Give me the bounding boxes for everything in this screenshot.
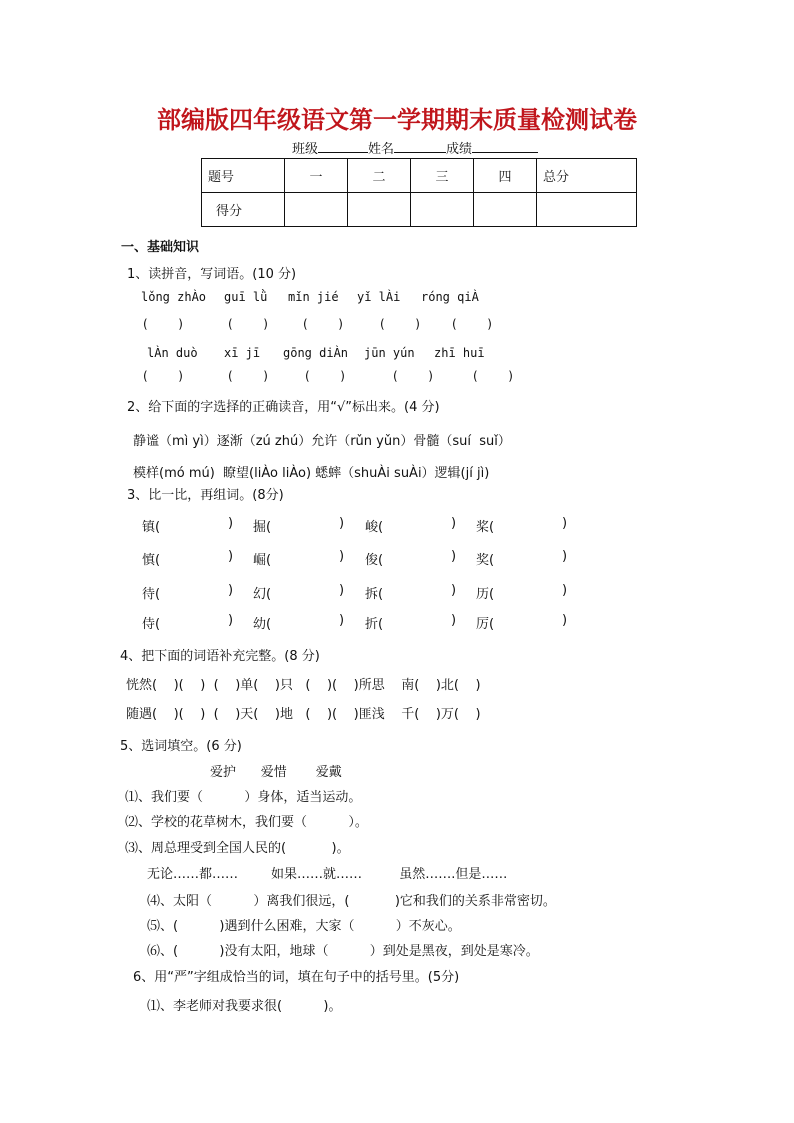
score-cell[interactable]	[348, 193, 411, 227]
compare-answer-close[interactable]: )	[451, 613, 457, 628]
question-title: 4、把下面的词语补充完整。(8 分)	[120, 649, 320, 664]
pinyin: xī jī	[224, 346, 261, 360]
answer-paren[interactable]: ( )	[305, 369, 345, 383]
compare-answer-close[interactable]: )	[451, 583, 457, 598]
reading-choices[interactable]: 模样(mó mú) 瞭望(liÀo liÀo) 蟋蟀（shuÀi suÀi）逻辑(jí jì)	[133, 466, 490, 481]
score-header-row	[202, 159, 637, 193]
score-label: 成绩	[446, 142, 473, 157]
pinyin: lÀn duò	[147, 346, 198, 360]
compare-char: 幻(	[253, 587, 272, 602]
answer-paren[interactable]: ( )	[228, 369, 268, 383]
score-cell[interactable]	[537, 193, 637, 227]
compare-char: 掘(	[253, 520, 272, 535]
question-title: 3、比一比，再组词。(8分)	[127, 488, 284, 503]
compare-char: 侍(	[142, 617, 161, 632]
question-title: 5、选词填空。(6 分)	[120, 739, 242, 754]
compare-char: 历(	[476, 587, 495, 602]
question-title: 1、读拼音，写词语。(10 分)	[127, 267, 297, 282]
score-blank[interactable]	[472, 140, 538, 153]
score-cell[interactable]	[411, 193, 474, 227]
class-label: 班级	[292, 142, 319, 157]
pinyin: yǐ lÀi	[357, 290, 401, 304]
class-blank[interactable]	[318, 140, 368, 153]
fill-sentence[interactable]: ⑴、李老师对我要求很( )。	[147, 999, 342, 1014]
idiom-line[interactable]: 随遇( )( ) ( )天( )地 ( )( )匪浅 千( )万( )	[126, 707, 481, 722]
compare-answer-close[interactable]: )	[562, 583, 568, 598]
student-info-line	[292, 138, 538, 157]
answer-paren[interactable]: ( )	[143, 317, 183, 331]
compare-answer-close[interactable]: )	[228, 549, 234, 564]
answer-paren[interactable]: ( )	[393, 369, 433, 383]
compare-answer-close[interactable]: )	[562, 613, 568, 628]
pinyin: zhī huī	[434, 346, 485, 360]
pinyin: jūn yún	[364, 346, 415, 360]
reading-choices[interactable]: 静谧（mì yì）逐渐（zú zhú）允许（rǔn yǔn）骨髓（suí suǐ）	[133, 434, 511, 449]
fill-sentence[interactable]: ⑹、( )没有太阳，地球（ ）到处是黑夜，到处是寒冷。	[147, 944, 539, 959]
question-title: 2、给下面的字选择的正确读音，用“√”标出来。(4 分)	[127, 400, 440, 415]
answer-paren[interactable]: ( )	[380, 317, 420, 331]
fill-sentence[interactable]: ⑴、我们要（ ）身体，适当运动。	[125, 790, 362, 805]
fill-sentence[interactable]: ⑶、周总理受到全国人民的( )。	[125, 841, 350, 856]
score-cell[interactable]	[285, 193, 348, 227]
compare-char: 待(	[142, 587, 161, 602]
name-blank[interactable]	[394, 140, 446, 153]
row-label: 得分	[202, 193, 285, 227]
word-choices: 爱护 爱惜 爱戴	[210, 765, 342, 780]
idiom-line[interactable]: 恍然( )( ) ( )单( )只 ( )( )所思 南( )北( )	[126, 678, 481, 693]
compare-answer-close[interactable]: )	[451, 549, 457, 564]
compare-answer-close[interactable]: )	[339, 516, 345, 531]
pinyin: lǒng zhÀo	[141, 290, 207, 304]
compare-char: 折(	[365, 617, 384, 632]
compare-char: 厉(	[476, 617, 495, 632]
header-cell: 四	[474, 159, 537, 193]
conjunction-choices: 无论……都…… 如果……就…… 虽然…….但是……	[147, 867, 508, 882]
header-cell: 题号	[202, 159, 285, 193]
fill-sentence[interactable]: ⑸、( )遇到什么困难，大家（ ）不灰心。	[147, 919, 461, 934]
compare-char: 慎(	[142, 553, 161, 568]
compare-answer-close[interactable]: )	[228, 583, 234, 598]
pinyin: gōng diÀn	[283, 346, 349, 360]
compare-answer-close[interactable]: )	[228, 613, 234, 628]
compare-answer-close[interactable]: )	[228, 516, 234, 531]
pinyin: mǐn jié	[288, 290, 339, 304]
compare-answer-close[interactable]: )	[451, 516, 457, 531]
answer-paren[interactable]: ( )	[143, 369, 183, 383]
compare-answer-close[interactable]: )	[339, 583, 345, 598]
compare-char: 崛(	[253, 553, 272, 568]
answer-paren[interactable]: ( )	[303, 317, 343, 331]
compare-answer-close[interactable]: )	[339, 549, 345, 564]
compare-char: 峻(	[365, 520, 384, 535]
header-cell: 三	[411, 159, 474, 193]
header-cell: 一	[285, 159, 348, 193]
answer-paren[interactable]: ( )	[228, 317, 268, 331]
compare-answer-close[interactable]: )	[562, 549, 568, 564]
score-value-row	[202, 193, 637, 227]
header-cell: 总分	[537, 159, 637, 193]
compare-char: 拆(	[365, 587, 384, 602]
compare-char: 镇(	[142, 520, 161, 535]
pinyin: guī lǜ	[224, 290, 268, 304]
name-label: 姓名	[368, 142, 395, 157]
pinyin: róng qiÀ	[421, 290, 479, 304]
header-cell: 二	[348, 159, 411, 193]
compare-char: 奖(	[476, 553, 495, 568]
fill-sentence[interactable]: ⑵、学校的花草树木，我们要（ ）。	[125, 815, 368, 830]
section-heading: 一、基础知识	[121, 240, 200, 255]
score-table	[201, 158, 637, 227]
compare-char: 俊(	[365, 553, 384, 568]
compare-answer-close[interactable]: )	[562, 516, 568, 531]
answer-paren[interactable]: ( )	[473, 369, 513, 383]
answer-paren[interactable]: ( )	[452, 317, 492, 331]
question-title: 6、用“严”字组成恰当的词，填在句子中的括号里。(5分)	[133, 970, 460, 985]
compare-char: 幼(	[253, 617, 272, 632]
compare-char: 桨(	[476, 520, 495, 535]
score-cell[interactable]	[474, 193, 537, 227]
fill-sentence[interactable]: ⑷、太阳（ ）离我们很远，( )它和我们的关系非常密切。	[147, 894, 556, 909]
compare-answer-close[interactable]: )	[339, 613, 345, 628]
page-title: 部编版四年级语文第一学期期末质量检测试卷	[157, 105, 637, 134]
